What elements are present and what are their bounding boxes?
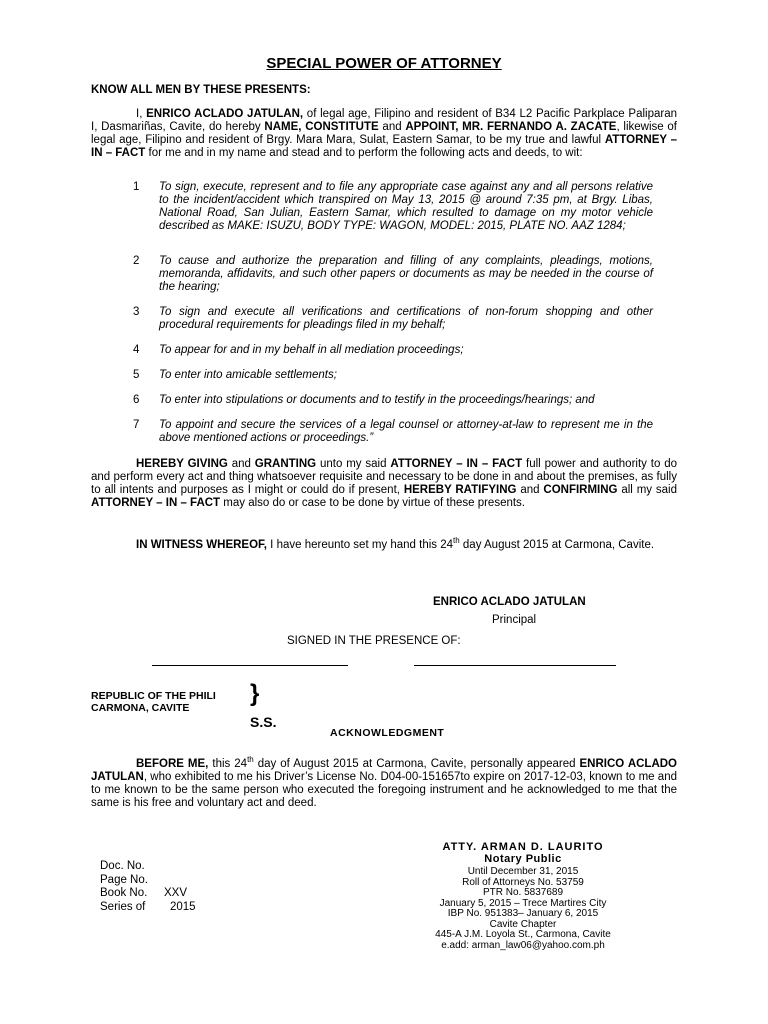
item-number: 2 xyxy=(133,255,140,267)
witness-text: I have hereunto set my hand this 24 xyxy=(266,538,454,551)
hereby-text: unto my said xyxy=(316,458,391,470)
item-number: 7 xyxy=(133,419,140,431)
intro-paragraph xyxy=(91,108,677,160)
principal-name-inline: ENRICO ACLADO JATULAN, xyxy=(146,108,304,120)
doc-ref-row xyxy=(100,874,196,888)
hereby-paragraph xyxy=(91,458,677,510)
hereby-bold: GRANTING xyxy=(254,458,317,470)
venue-brace: } xyxy=(250,680,260,707)
notary-name: ATTY. ARMAN D. LAURITO xyxy=(442,841,604,853)
know-all-heading: KNOW ALL MEN BY THESE PRESENTS: xyxy=(91,84,311,96)
intro-text: , likewise of legal age, Filipino and resident of Brgy. Mara Mara, Sulat, Eastern Samar, to be my true and lawful xyxy=(91,121,677,146)
hereby-text: and xyxy=(516,484,544,496)
venue-block xyxy=(91,690,216,714)
item-number: 4 xyxy=(133,344,140,356)
item-number: 1 xyxy=(133,181,140,193)
hereby-text: all my said xyxy=(617,484,677,496)
item-number: 3 xyxy=(133,306,140,318)
venue-city: CARMONA, CAVITE xyxy=(91,702,190,714)
intro-bold: NAME, CONSTITUTE xyxy=(264,121,379,133)
item-text: To sign, execute, represent and to file any appropriate case against any and all persons relative to the incident/accident which transpired on May 13, 2015 @ around 7:35 pm, at Brgy. Libas, National Road, San Julian, Eastern Samar, which resulted to damage on my motor vehicle described as MAKE: ISUZU, BODY TYPE: WAGON, MODEL: 2015, PLATE NO. AAZ 1284; xyxy=(159,181,653,232)
doc-ref-label: Page No. xyxy=(100,873,148,886)
hereby-bold: ATTORNEY – IN – FACT xyxy=(91,497,221,509)
principal-name: ENRICO ACLADO JATULAN xyxy=(433,596,586,608)
signed-presence-label: SIGNED IN THE PRESENCE OF: xyxy=(287,635,461,647)
intro-text: of legal age, Filipino and resident of B34 L2 Pacific Parkplace Paliparan I, Dasmariñas, Cavite, do hereby xyxy=(91,108,678,133)
doc-refs xyxy=(100,860,196,914)
acknowledgment-paragraph xyxy=(91,753,677,810)
ss-label: S.S. xyxy=(250,714,277,730)
witness-signature-line xyxy=(414,665,616,666)
notary-title: Notary Public xyxy=(484,853,562,865)
ordinal-suffix: th xyxy=(453,536,460,545)
intro-bold: ATTORNEY – IN – FACT xyxy=(91,134,678,159)
item-number: 5 xyxy=(133,369,140,381)
notary-detail-line: PTR No. 5837689 xyxy=(482,887,564,898)
witness-bold: IN WITNESS WHEREOF, xyxy=(136,538,267,551)
item-text: To enter into amicable settlements; xyxy=(159,369,337,381)
principal-label: Principal xyxy=(492,614,537,626)
item-text: To appear for and in my behalf in all mediation proceedings; xyxy=(159,344,464,356)
notary-block xyxy=(390,841,656,951)
hereby-text: full power and authority to do and perform every act and thing whatsoever requisite and necessary to be done in and about the premises, as fully to all intents and purposes as I might or could do if present, xyxy=(91,458,678,496)
intro-text: I, xyxy=(136,108,147,120)
witness-paragraph xyxy=(91,534,677,552)
doc-ref-value: XXV xyxy=(164,887,188,899)
doc-ref-value: 2015 xyxy=(170,900,196,913)
hereby-bold: CONFIRMING xyxy=(543,484,618,496)
item-text: To sign and execute all verifications and certifications of non-forum shopping and other procedural requirements for pleadings filed in my behalf; xyxy=(159,306,653,331)
document-title: SPECIAL POWER OF ATTORNEY xyxy=(266,55,502,72)
notary-detail-line: IBP No. 951383– January 6, 2015 xyxy=(447,908,599,919)
hereby-text: and xyxy=(227,458,255,470)
notary-detail-line: 445-A J.M. Loyola St., Carmona, Cavite xyxy=(435,929,611,940)
principal-name-inline: ENRICO ACLADO JATULAN xyxy=(91,757,678,783)
doc-ref-row xyxy=(100,887,196,901)
hereby-bold: ATTORNEY – IN – FACT xyxy=(390,458,523,470)
before-me-text: this 24 xyxy=(208,757,248,770)
before-me-bold: BEFORE ME, xyxy=(136,757,209,770)
doc-ref-label: Doc. No. xyxy=(100,860,145,872)
hereby-bold: HEREBY RATIFYING xyxy=(403,484,517,496)
notary-detail-line: Cavite Chapter xyxy=(489,918,557,930)
doc-ref-label: Series of xyxy=(100,900,146,913)
notary-detail-line: Roll of Attorneys No. 53759 xyxy=(462,876,584,888)
acknowledgment-title: ACKNOWLEDGMENT xyxy=(330,727,445,739)
intro-text: for me and in my name and stead and to perform the following acts and deeds, to wit: xyxy=(145,147,583,159)
venue-country: REPUBLIC OF THE PHILI xyxy=(91,690,216,702)
before-me-text: , who exhibited to me his Driver’s License No. D04-00-151657to expire on 2017-12-03, known to me and to me known to be the same person who executed the foregoing instrument and he acknowledged to me that the same is his free and voluntary act and deed. xyxy=(91,770,677,809)
doc-ref-row xyxy=(100,901,196,915)
item-text: To appoint and secure the services of a legal counsel or attorney-at-law to represent me in the above mentioned actions or proceedings.” xyxy=(159,419,653,444)
intro-text: and xyxy=(378,121,406,133)
item-text: To enter into stipulations or documents and to testify in the proceedings/hearings; and xyxy=(159,394,595,406)
ordinal-suffix: th xyxy=(247,755,254,764)
notary-detail-line: e.add: arman_law06@yahoo.com.ph xyxy=(441,939,605,951)
item-text: To cause and authorize the preparation and filling of any complaints, pleadings, motions, memoranda, affidavits, and such other papers or documents as may be needed in the course of the hearing; xyxy=(159,255,653,293)
item-number: 6 xyxy=(133,394,140,406)
notary-detail-line: Until December 31, 2015 xyxy=(467,866,579,877)
doc-ref-row xyxy=(100,860,196,874)
notary-detail-line: January 5, 2015 – Trece Martires City xyxy=(439,897,607,909)
before-me-text: day of August 2015 at Carmona, Cavite, personally appeared xyxy=(253,757,580,770)
notary-details xyxy=(390,867,656,951)
hereby-bold: HEREBY GIVING xyxy=(136,458,228,470)
witness-signature-line xyxy=(152,665,348,666)
doc-ref-label: Book No. xyxy=(100,887,148,899)
witness-text: day August 2015 at Carmona, Cavite. xyxy=(459,538,655,551)
hereby-text: may also do or case to be done by virtue of these presents. xyxy=(220,497,526,509)
attorney-name-inline: APPOINT, MR. FERNANDO A. ZACATE xyxy=(405,121,617,133)
